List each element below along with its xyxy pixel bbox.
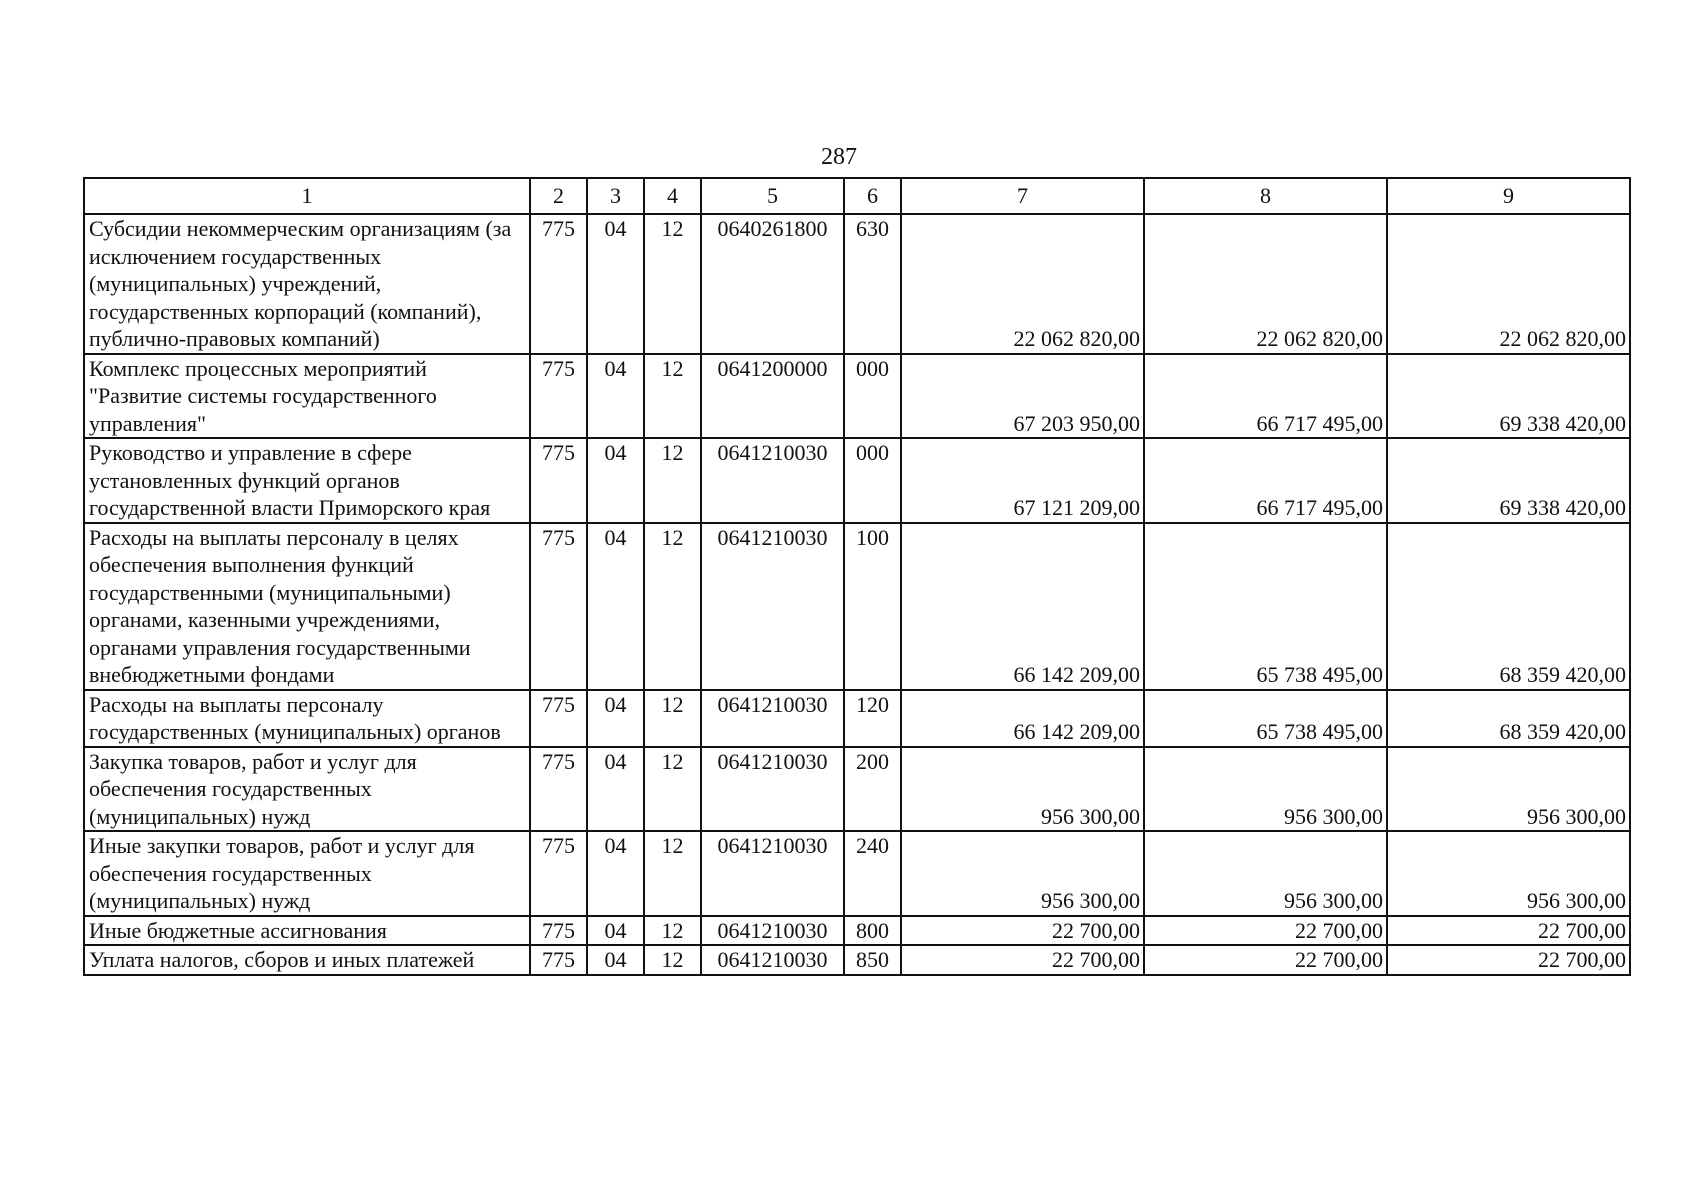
header-cell: 6 [844, 178, 901, 214]
target-article-code: 0641210030 [701, 523, 844, 690]
expense-type-code: 000 [844, 438, 901, 523]
section-code: 04 [587, 945, 644, 975]
section-code: 04 [587, 831, 644, 916]
header-row [84, 178, 1630, 214]
subsection-code: 12 [644, 690, 701, 747]
subsection-code: 12 [644, 916, 701, 946]
table-row [84, 438, 1630, 523]
section-code: 04 [587, 438, 644, 523]
expense-type-code: 120 [844, 690, 901, 747]
amount-col7: 22 700,00 [901, 945, 1144, 975]
expense-name: Руководство и управление в сфере установленных функций органов государственной власти Приморского края [84, 438, 530, 523]
section-code: 04 [587, 690, 644, 747]
table-row [84, 945, 1630, 975]
table-row [84, 214, 1630, 354]
amount-col9: 68 359 420,00 [1387, 690, 1630, 747]
subsection-code: 12 [644, 438, 701, 523]
ministry-code: 775 [530, 523, 587, 690]
page-number: 287 [821, 144, 857, 170]
target-article-code: 0641210030 [701, 831, 844, 916]
expense-type-code: 800 [844, 916, 901, 946]
expense-name: Расходы на выплаты персоналу в целях обеспечения выполнения функций государственными (муниципальными) органами, казенными учреждениями, органами управления государственными внебюджетными фондами [84, 523, 530, 690]
expense-name: Уплата налогов, сборов и иных платежей [84, 945, 530, 975]
expense-type-code: 240 [844, 831, 901, 916]
ministry-code: 775 [530, 747, 587, 832]
expense-type-code: 100 [844, 523, 901, 690]
amount-col8: 22 700,00 [1144, 916, 1387, 946]
amount-col7: 66 142 209,00 [901, 690, 1144, 747]
header-cell: 1 [84, 178, 530, 214]
ministry-code: 775 [530, 831, 587, 916]
amount-col9: 22 700,00 [1387, 945, 1630, 975]
amount-col7: 66 142 209,00 [901, 523, 1144, 690]
amount-col7: 956 300,00 [901, 747, 1144, 832]
header-cell: 3 [587, 178, 644, 214]
amount-col7: 22 700,00 [901, 916, 1144, 946]
amount-col8: 956 300,00 [1144, 831, 1387, 916]
target-article-code: 0641210030 [701, 747, 844, 832]
header-cell: 9 [1387, 178, 1630, 214]
expense-name: Комплекс процессных мероприятий "Развитие системы государственного управления" [84, 354, 530, 439]
expense-type-code: 630 [844, 214, 901, 354]
ministry-code: 775 [530, 916, 587, 946]
ministry-code: 775 [530, 945, 587, 975]
amount-col8: 22 700,00 [1144, 945, 1387, 975]
ministry-code: 775 [530, 354, 587, 439]
expense-type-code: 850 [844, 945, 901, 975]
subsection-code: 12 [644, 354, 701, 439]
amount-col9: 956 300,00 [1387, 831, 1630, 916]
expense-name: Субсидии некоммерческим организациям (за исключением государственных (муниципальных) учреждений, государственных корпораций (компаний), публично-правовых компаний) [84, 214, 530, 354]
target-article-code: 0641210030 [701, 438, 844, 523]
target-article-code: 0641200000 [701, 354, 844, 439]
header-cell: 2 [530, 178, 587, 214]
amount-col9: 68 359 420,00 [1387, 523, 1630, 690]
section-code: 04 [587, 523, 644, 690]
header-cell: 5 [701, 178, 844, 214]
amount-col8: 956 300,00 [1144, 747, 1387, 832]
header-cell: 4 [644, 178, 701, 214]
subsection-code: 12 [644, 945, 701, 975]
ministry-code: 775 [530, 690, 587, 747]
amount-col9: 22 700,00 [1387, 916, 1630, 946]
expense-type-code: 000 [844, 354, 901, 439]
subsection-code: 12 [644, 831, 701, 916]
subsection-code: 12 [644, 747, 701, 832]
amount-col7: 67 203 950,00 [901, 354, 1144, 439]
expense-name: Расходы на выплаты персоналу государственных (муниципальных) органов [84, 690, 530, 747]
budget-table [83, 177, 1631, 976]
target-article-code: 0640261800 [701, 214, 844, 354]
amount-col9: 956 300,00 [1387, 747, 1630, 832]
target-article-code: 0641210030 [701, 916, 844, 946]
expense-name: Закупка товаров, работ и услуг для обеспечения государственных (муниципальных) нужд [84, 747, 530, 832]
table-row [84, 831, 1630, 916]
section-code: 04 [587, 354, 644, 439]
subsection-code: 12 [644, 523, 701, 690]
header-cell: 7 [901, 178, 1144, 214]
expense-type-code: 200 [844, 747, 901, 832]
amount-col8: 65 738 495,00 [1144, 523, 1387, 690]
amount-col7: 22 062 820,00 [901, 214, 1144, 354]
section-code: 04 [587, 916, 644, 946]
amount-col7: 67 121 209,00 [901, 438, 1144, 523]
amount-col9: 69 338 420,00 [1387, 354, 1630, 439]
section-code: 04 [587, 747, 644, 832]
subsection-code: 12 [644, 214, 701, 354]
amount-col9: 22 062 820,00 [1387, 214, 1630, 354]
amount-col8: 65 738 495,00 [1144, 690, 1387, 747]
target-article-code: 0641210030 [701, 945, 844, 975]
ministry-code: 775 [530, 214, 587, 354]
amount-col8: 66 717 495,00 [1144, 438, 1387, 523]
table-row [84, 747, 1630, 832]
amount-col7: 956 300,00 [901, 831, 1144, 916]
amount-col8: 66 717 495,00 [1144, 354, 1387, 439]
expense-name: Иные бюджетные ассигнования [84, 916, 530, 946]
target-article-code: 0641210030 [701, 690, 844, 747]
section-code: 04 [587, 214, 644, 354]
table-row [84, 916, 1630, 946]
table-row [84, 523, 1630, 690]
header-cell: 8 [1144, 178, 1387, 214]
ministry-code: 775 [530, 438, 587, 523]
amount-col9: 69 338 420,00 [1387, 438, 1630, 523]
expense-name: Иные закупки товаров, работ и услуг для обеспечения государственных (муниципальных) нужд [84, 831, 530, 916]
table-row [84, 354, 1630, 439]
amount-col8: 22 062 820,00 [1144, 214, 1387, 354]
table-row [84, 690, 1630, 747]
